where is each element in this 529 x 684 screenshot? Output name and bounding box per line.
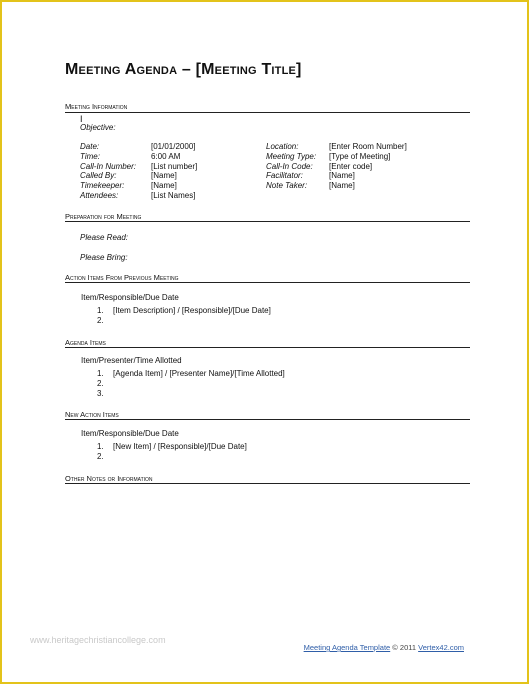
location-label: Location:: [266, 142, 299, 151]
call-in-code-label: Call-In Code:: [266, 162, 313, 171]
list-number: 1.: [97, 369, 104, 378]
list-number: 1.: [97, 442, 104, 451]
location-value[interactable]: [Enter Room Number]: [329, 142, 407, 151]
meeting-type-label: Meeting Type:: [266, 152, 317, 161]
attendees-label: Attendees:: [80, 191, 119, 200]
other-notes-rule: [65, 483, 470, 484]
attendees-value[interactable]: [List Names]: [151, 191, 196, 200]
list-number: 2.: [97, 316, 104, 325]
meeting-info-rule: [65, 112, 470, 113]
list-number: 1.: [97, 306, 104, 315]
please-bring-label[interactable]: Please Bring:: [80, 253, 128, 262]
meeting-info-heading: Meeting Information: [65, 102, 128, 111]
timekeeper-label: Timekeeper:: [80, 181, 125, 190]
preparation-rule: [65, 221, 470, 222]
call-in-code-value[interactable]: [Enter code]: [329, 162, 373, 171]
please-read-label[interactable]: Please Read:: [80, 233, 129, 242]
action-items-prev-rule: [65, 282, 470, 283]
agenda-items-rule: [65, 347, 470, 348]
vertex42-link[interactable]: Vertex42.com: [418, 643, 464, 652]
agenda-items-heading: Agenda Items: [65, 338, 106, 347]
date-value[interactable]: [01/01/2000]: [151, 142, 196, 151]
date-label: Date:: [80, 142, 100, 151]
call-in-number-label: Call-In Number:: [80, 162, 137, 171]
watermark-text: www.heritagechristiancollege.com: [30, 635, 166, 645]
time-value[interactable]: 6:00 AM: [151, 152, 181, 161]
list-item[interactable]: [Agenda Item] / [Presenter Name]/[Time Allotted]: [113, 369, 285, 378]
note-taker-label: Note Taker:: [266, 181, 308, 190]
preparation-heading: Preparation for Meeting: [65, 212, 142, 221]
time-label: Time:: [80, 152, 100, 161]
list-item[interactable]: [Item Description] / [Responsible]/[Due Date]: [113, 306, 271, 315]
page-title: Meeting Agenda – [Meeting Title]: [65, 61, 302, 78]
action-items-prev-heading: Action Items From Previous Meeting: [65, 273, 179, 282]
called-by-label: Called By:: [80, 171, 117, 180]
copyright-text: © 2011: [392, 643, 417, 652]
list-number: 2.: [97, 452, 104, 461]
footer: [304, 643, 464, 652]
note-taker-value[interactable]: [Name]: [329, 181, 355, 190]
list-number: 2.: [97, 379, 104, 388]
agenda-items-subheader: Item/Presenter/Time Allotted: [81, 356, 182, 365]
other-notes-heading: Other Notes or Information: [65, 474, 153, 483]
new-action-items-rule: [65, 419, 470, 420]
new-action-items-subheader: Item/Responsible/Due Date: [81, 429, 179, 438]
new-action-items-heading: New Action Items: [65, 410, 119, 419]
text-cursor: I: [80, 114, 83, 124]
list-item[interactable]: [New Item] / [Responsible]/[Due Date]: [113, 442, 247, 451]
facilitator-value[interactable]: [Name]: [329, 171, 355, 180]
meeting-type-value[interactable]: [Type of Meeting]: [329, 152, 391, 161]
template-link[interactable]: Meeting Agenda Template: [303, 643, 391, 652]
timekeeper-value[interactable]: [Name]: [151, 181, 177, 190]
call-in-number-value[interactable]: [List number]: [151, 162, 198, 171]
called-by-value[interactable]: [Name]: [151, 171, 177, 180]
objective-label[interactable]: Objective:: [80, 123, 116, 132]
facilitator-label: Facilitator:: [266, 171, 303, 180]
list-number: 3.: [97, 389, 104, 398]
action-items-prev-subheader: Item/Responsible/Due Date: [81, 293, 179, 302]
